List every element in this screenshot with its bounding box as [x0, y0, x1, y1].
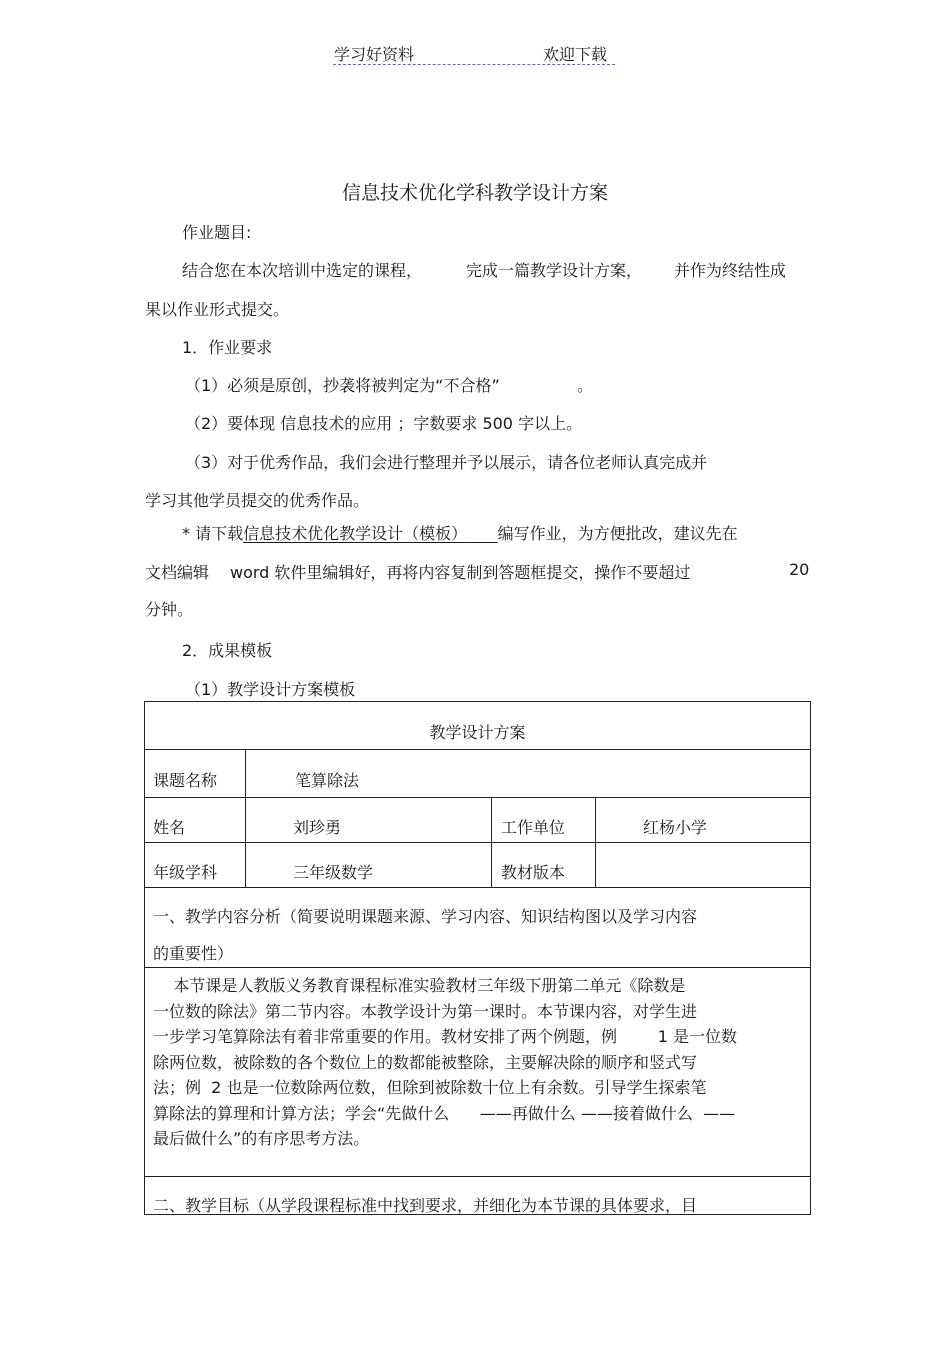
requirement-1: （1）必须是原创，抄袭将被判定为“不合格”: [185, 376, 500, 395]
assignment-label: 作业题目:: [182, 223, 252, 242]
content-line: 一步学习笔算除法有着非常重要的作用。教材安排了两个例题，例 1 是一位数: [153, 1027, 737, 1046]
table-rule: [145, 887, 810, 888]
page-title: 信息技术优化学科教学设计方案: [341, 182, 608, 204]
design-plan-table: [144, 701, 811, 1215]
requirement-3-line2: 学习其他学员提交的优秀作品。: [145, 491, 370, 510]
template-download-link[interactable]: 信息技术优化教学设计（模板）: [243, 524, 468, 543]
unit-value: 红杨小学: [643, 818, 708, 837]
note-line2-a: 文档编辑: [145, 563, 210, 582]
requirements-heading: 1．作业要求: [182, 338, 273, 357]
topic-label: 课题名称: [153, 771, 218, 790]
note-line3: 分钟。: [145, 600, 194, 619]
section2-heading: 二、教学目标（从学段课程标准中找到要求，并细化为本节课的具体要求，目: [153, 1196, 698, 1215]
table-rule: [245, 749, 246, 887]
header-right-text: 欢迎下载: [543, 45, 608, 64]
topic-value: 笔算除法: [295, 771, 360, 790]
content-line: 法；例 2 也是一位数除两位数，但除到被除数十位上有余数。引导学生探索笔: [153, 1078, 707, 1097]
edition-label: 教材版本: [501, 863, 566, 882]
link-underline-gap: [467, 524, 498, 543]
table-rule: [145, 1176, 810, 1177]
section1-heading-line1: 一、教学内容分析（简要说明课题来源、学习内容、知识结构图以及学习内容: [153, 907, 698, 926]
header-left-text: 学习好资料: [334, 45, 415, 64]
intro-line1-b: 完成一篇教学设计方案，: [466, 261, 643, 280]
table-rule: [595, 797, 596, 887]
content-line: 最后做什么”的有序思考方法。: [153, 1129, 370, 1148]
content-line: 算除法的算理和计算方法；学会“先做什么 ——再做什么 ——接着做什么 ——: [153, 1103, 736, 1123]
requirement-1-end: 。: [577, 376, 594, 395]
grade-label: 年级学科: [153, 863, 218, 882]
content-line: 除两位数，被除数的各个数位上的数都能被整除，主要解决除的顺序和竖式写: [153, 1052, 698, 1072]
download-note-prefix: * 请下载: [182, 524, 244, 543]
table-caption: 教学设计方案: [429, 723, 526, 742]
download-note-suffix: 编写作业，为方便批改，建议先在: [497, 524, 738, 543]
note-line2-b: word 软件里编辑好，再将内容复制到答题框提交，操作不要超过: [230, 563, 691, 582]
content-line: 本节课是人教版义务教育课程标准实验教材三年级下册第二单元《除数是: [153, 976, 686, 995]
intro-line2: 果以作业形式提交。: [145, 300, 290, 319]
template-heading: 2．成果模板: [182, 641, 273, 660]
requirement-3-line1: （3）对于优秀作品，我们会进行整理并予以展示，请各位老师认真完成并: [185, 453, 708, 472]
intro-line1-c: 并作为终结性成: [674, 261, 787, 280]
content-line: 一位数的除法》第二节内容。本教学设计为第一课时。本节课内容，对学生进: [153, 1001, 698, 1021]
requirement-2: （2）要体现 信息技术的应用 ；字数要求 500 字以上。: [185, 414, 583, 433]
name-value: 刘珍勇: [293, 818, 342, 837]
name-label: 姓名: [153, 818, 186, 837]
intro-line1-a: 结合您在本次培训中选定的课程，: [182, 261, 423, 280]
grade-value: 三年级数学: [293, 863, 374, 882]
section1-heading-line2: 的重要性）: [153, 944, 234, 963]
table-rule: [145, 967, 810, 968]
note-line2-c: 20: [789, 560, 810, 579]
table-rule: [491, 797, 492, 887]
header-divider: [333, 64, 615, 65]
unit-label: 工作单位: [501, 818, 566, 837]
template-subheading: （1）教学设计方案模板: [185, 680, 356, 699]
